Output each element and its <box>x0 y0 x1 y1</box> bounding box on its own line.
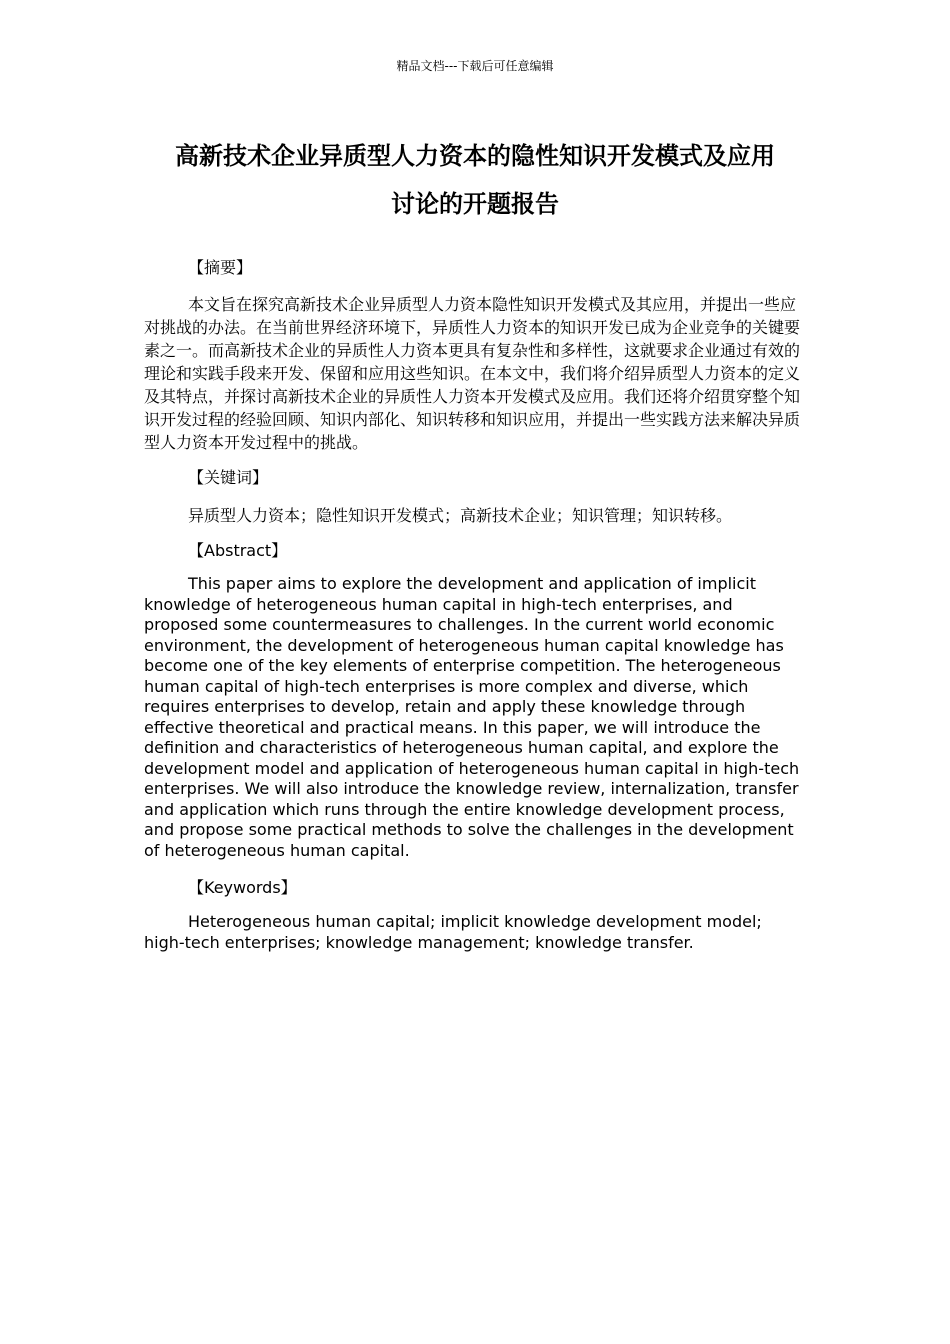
document-title <box>120 132 830 228</box>
header-note: 精品文档---下载后可任意编辑 <box>396 59 554 73</box>
abstract-en-text: This paper aims to explore the development and application of implicit knowledge of heterogeneous human capital in high-tech enterprises, and proposed some countermeasures to challenges. In the current world economic environment, the development of heterogeneous human capital knowledge has become one of the key elements of enterprise competition. The heterogeneous human capital of high-tech enterprises is more complex and diverse, which requires enterprises to develop, retain and apply these knowledge through effective theoretical and practical means. In this paper, we will introduce the definition and characteristics of heterogeneous human capital, and explore the development model and application of heterogeneous human capital in high-tech enterprises. We will also introduce the knowledge review, internalization, transfer and application which runs through the entire knowledge development process, and propose some practical methods to solve the challenges in the development of heterogeneous human capital. <box>144 574 800 860</box>
abstract-en-label: 【Abstract】 <box>188 541 288 560</box>
title-line-2: 讨论的开题报告 <box>391 190 559 218</box>
abstract-cn-label: 【摘要】 <box>188 258 253 277</box>
keywords-cn-text: 异质型人力资本；隐性知识开发模式；高新技术企业；知识管理；知识转移。 <box>188 506 733 525</box>
abstract-cn-text: 本文旨在探究高新技术企业异质型人力资本隐性知识开发模式及其应用，并提出一些应对挑战的办法。在当前世界经济环境下，异质性人力资本的知识开发已成为企业竞争的关键要素之一。而高新技术企业的异质性人力资本更具有复杂性和多样性，这就要求企业通过有效的理论和实践手段来开发、保留和应用这些知识。在本文中，我们将介绍异质型人力资本的定义及其特点，并探讨高新技术企业的异质性人力资本开发模式及应用。我们还将介绍贯穿整个知识开发过程的经验回顾、知识内部化、知识转移和知识应用，并提出一些实践方法来解决异质型人力资本开发过程中的挑战。 <box>144 295 801 452</box>
keywords-cn-label: 【关键词】 <box>188 468 269 487</box>
keywords-en-text: Heterogeneous human capital; implicit knowledge development model; high-tech enterprises; knowledge management; knowledge transfer. <box>144 912 762 952</box>
document-body <box>144 256 806 953</box>
title-line-1: 高新技术企业异质型人力资本的隐性知识开发模式及应用 <box>175 142 775 170</box>
keywords-en-label: 【Keywords】 <box>188 878 297 897</box>
